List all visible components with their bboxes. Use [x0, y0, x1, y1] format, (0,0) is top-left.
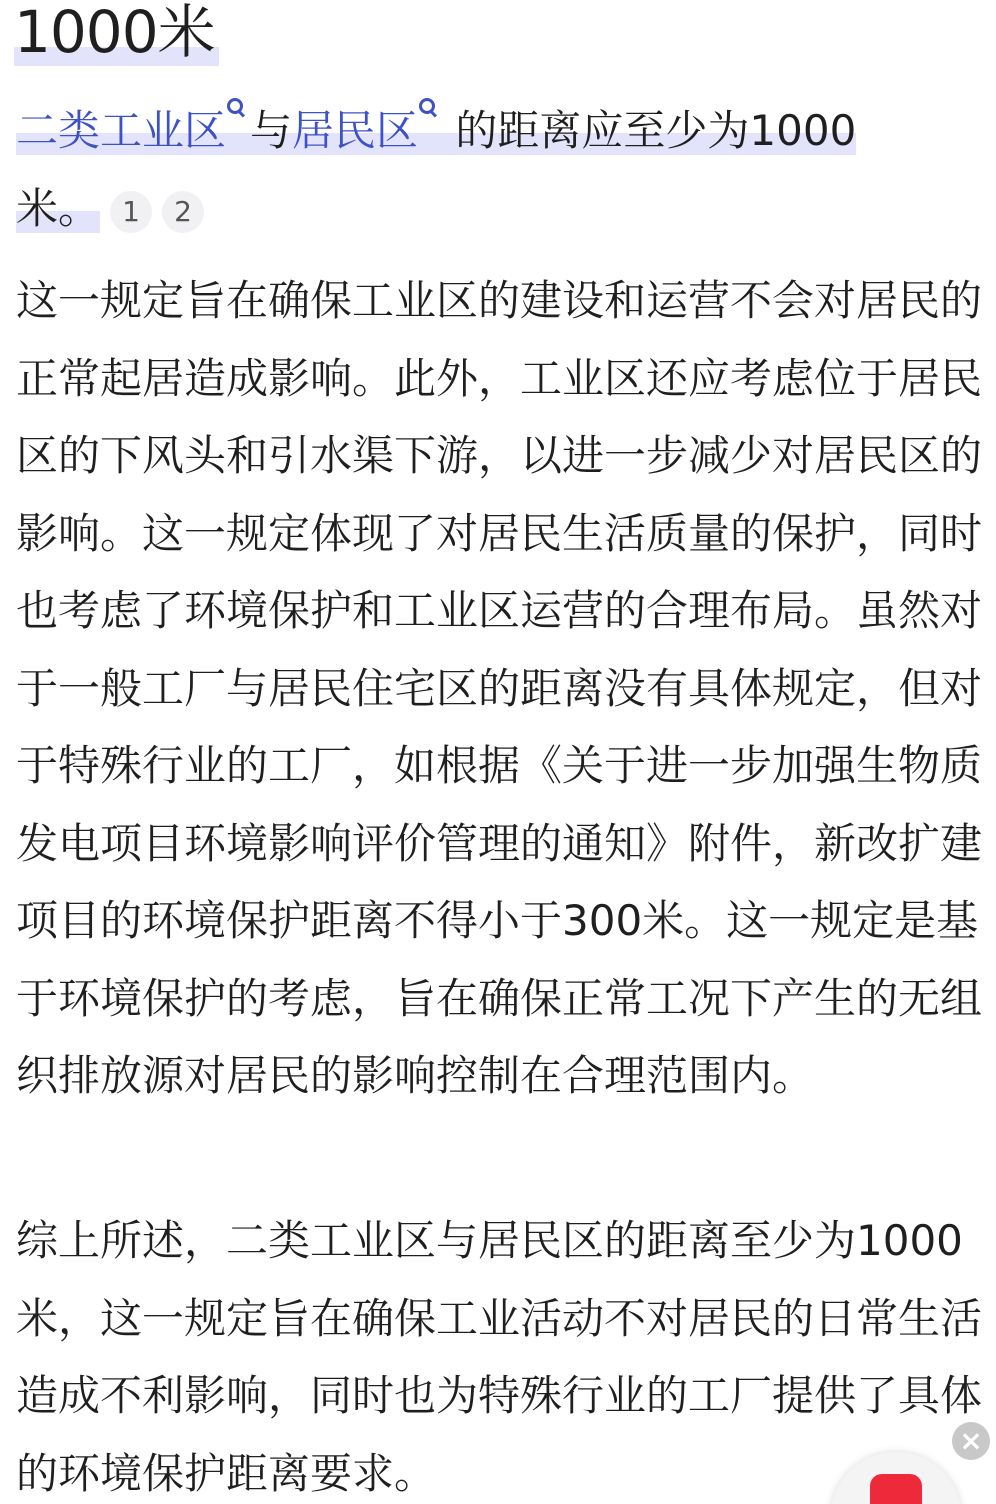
answer-heading [14, 0, 219, 68]
heading-text: 1000米 [14, 0, 219, 66]
keyword-link-industrial-zone[interactable]: 二类工业区 [16, 106, 227, 155]
body-paragraph-1: 这一规定旨在确保工业区的建设和运营不会对居民的正常起居造成影响。此外，工业区还应考虑位于居民区的下风头和引水渠下游，以进一步减少对居民区的影响。这一规定体现了对居民生活质量的保护，同时也考虑了环境保护和工业区运营的合理布局。虽然对于一般工厂与居民住宅区的距离没有具体规定，但对于特殊行业的工厂，如根据《关于进一步加强生物质发电项目环境影响评价管理的通知》附件，新改扩建项目的环境保护距离不得小于300米。这一规定是基于环境保护的考虑，旨在确保正常工况下产生的无组织排放源对居民的影响控制在合理范围内。 [16, 276, 983, 1100]
reference-badge-1[interactable]: 1 [110, 191, 152, 233]
app-icon [870, 1474, 922, 1504]
summary-text-2: 米。 [16, 184, 101, 233]
close-icon[interactable]: × [952, 1422, 990, 1460]
search-icon[interactable] [418, 96, 438, 122]
summary-text-1: 的距离应至少为1000 [442, 106, 857, 155]
search-icon[interactable] [226, 96, 246, 122]
reference-badge-2[interactable]: 2 [162, 191, 204, 233]
summary-connector: 与 [250, 106, 293, 155]
body-paragraph-2: 综上所述，二类工业区与居民区的距离至少为1000米，这一规定旨在确保工业活动不对居民的日常生活造成不利影响，同时也为特殊行业的工厂提供了具体的环境保护距离要求。 [16, 1216, 983, 1498]
answer-summary [16, 92, 916, 248]
keyword-link-residential-zone[interactable]: 居民区 [292, 106, 419, 155]
